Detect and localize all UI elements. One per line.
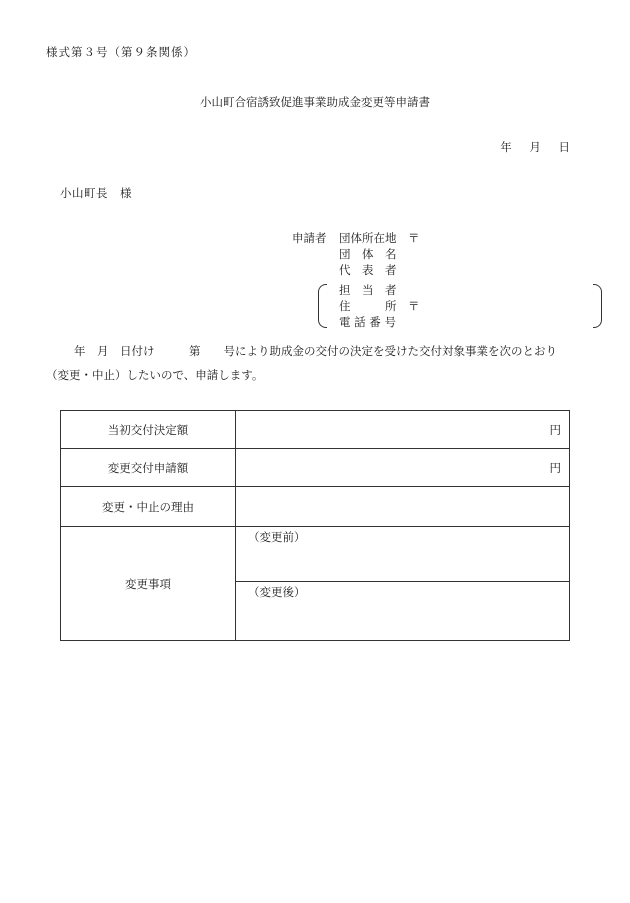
change-request-label: 変更交付申請額	[61, 449, 236, 487]
body-text-line-1: 年 月 日付け 第 号により助成金の交付の決定を受けた交付対象事業を次のとおり	[74, 344, 557, 358]
form-number: 様式第３号（第９条関係）	[46, 45, 196, 59]
initial-grant-label: 当初交付決定額	[61, 411, 236, 449]
table-row	[61, 487, 570, 527]
application-date: 年 月 日	[500, 140, 570, 154]
contact-person-line: 担 当 者	[339, 283, 397, 297]
document-title: 小山町合宿誘致促進事業助成金変更等申請書	[200, 95, 430, 109]
change-before-label: （変更前）	[248, 530, 306, 544]
table-row	[61, 411, 570, 449]
contact-bracket-right	[593, 284, 602, 328]
initial-grant-value[interactable]: 円	[236, 411, 570, 449]
change-request-value[interactable]: 円	[236, 449, 570, 487]
application-table	[60, 410, 570, 641]
change-items-label: 変更事項	[61, 527, 236, 641]
contact-address-line: 住 所 〒	[339, 299, 420, 313]
change-reason-value[interactable]	[236, 487, 570, 527]
change-after-field[interactable]	[236, 582, 570, 641]
contact-phone-line: 電 話 番 号	[339, 315, 396, 329]
addressee: 小山町長 様	[60, 186, 132, 200]
table-row	[61, 449, 570, 487]
body-text-line-2: （変更・中止）したいので、申請します。	[46, 368, 264, 382]
change-after-label: （変更後）	[248, 585, 306, 599]
applicant-representative-line: 代 表 者	[339, 263, 397, 277]
contact-bracket-left	[318, 284, 327, 328]
applicant-address-line: 団体所在地 〒	[339, 231, 420, 245]
change-before-field[interactable]	[236, 527, 570, 582]
change-reason-label: 変更・中止の理由	[61, 487, 236, 527]
applicant-label: 申請者	[292, 231, 327, 245]
table-row	[61, 527, 570, 582]
applicant-group-name-line: 団 体 名	[339, 247, 397, 261]
